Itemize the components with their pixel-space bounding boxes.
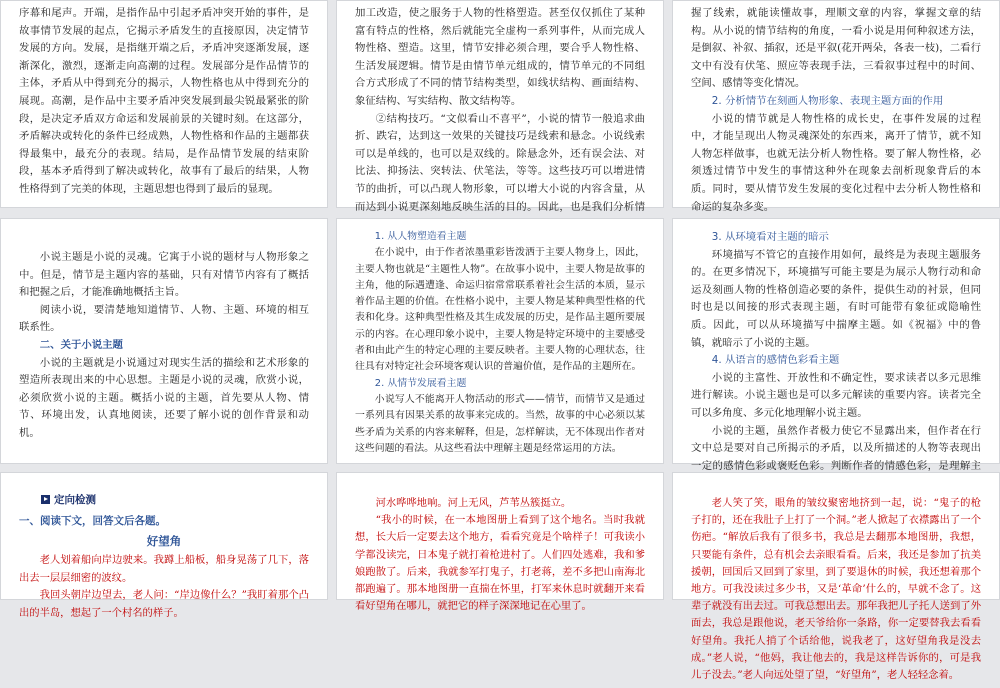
page-thumbnail[interactable]	[0, 218, 328, 464]
paragraph: 握了线索，就能读懂故事，理顺文章的内容，掌握文章的结构。从小说的情节结构的角度，一看小说是用何种叙述方法，是倒叙、补叙、插叙，还是平叙(花开两朵，各表一枝)，二看行文中有没有伏笔、照应等表现手法，三看叙事过程中的时间、空间、感情等变化情况。	[691, 7, 981, 90]
play-square-icon	[41, 495, 50, 504]
paragraph: 小说的主题就是小说通过对现实生活的描绘和艺术形象的塑造所表现出来的中心思想。主题是小说的灵魂，欣赏小说，必须欣赏小说的主题。概括小说的主题，首先要从人物、情节、环境出发，认真地阅读，还要了解小说的创作背景和动机。	[19, 356, 309, 439]
section-heading: 3. 从环境看对主题的暗示	[711, 231, 829, 243]
paragraph: 环境描写不管它的直接作用如何，最终是为表现主题服务的。在更多情况下，环境描写可能主要是为展示人物行动和命运及刻画人物的性格创造必要的条件，提供生动的衬景，但同时也是以间接的形式表现主题，有时可能带有象征或隐喻性质。因此，可以从环境描写中揣摩主题。如《祝福》中的鲁镇，就暗示了小说的主题。	[691, 248, 981, 349]
section-heading: 1. 从人物塑造看主题	[374, 231, 467, 242]
section-title	[41, 493, 309, 507]
page-content	[1, 1, 327, 203]
paragraph: 我回头朝岸边望去，老人问：“岸边像什么？”我盯着那个凸出的半岛，想起了一个村名的样子。	[19, 589, 309, 619]
page-content	[673, 1, 999, 220]
page-content	[1, 473, 327, 626]
page-thumbnail[interactable]	[336, 0, 664, 213]
section-heading: 2. 分析情节在刻画人物形象、表现主题方面的作用	[711, 94, 944, 107]
paragraph: 小说写人不能离开人物活动的形式——情节，而情节又是通过一系列具有因果关系的故事来完成的。当然，故事的中心必须以某些矛盾为关系的内容来解释，但是，怎样解读，无不体现出作者对这些问题的看法。从这些看法中理解主题是经常运用的方法。	[355, 393, 645, 454]
page-content	[1, 219, 327, 447]
paragraph: 老人笑了笑，眼角的皱纹聚密地挤到一起，说：“鬼子的枪子打的，还在我肚子上打了一个洞。”老人掀起了衣襟露出了一个伤疤。“解放后我有了很多书，我总是去翻那本地图册，我想，只要能有条件，总有机会去亲眼看看。后来，我还是参加了抗美援朝，回国后又回到了家里，到了要退休的时候，我还想着那个地方。可我没读过多少书，又是‘革命’什么的，早就不念了。这辈子就没有出去过。可我总想出去。那年我把儿子托人送到了外面去，我总是跟他说，老天爷给你一条路，你一定要替我去看看好望角。我托人捎了个话给他，说我老了，这好望角我是没去成。”老人说，“他妈，我让他去的，我是这样告诉你的，可是我儿子没去。”老人向远处望了望，“好望角”，老人轻轻念着。	[691, 497, 981, 682]
page-thumbnail[interactable]	[672, 218, 1000, 472]
section-title-label: 定向检测	[54, 494, 96, 506]
paragraph: 小说的主富性、开放性和不确定性，要求读者以多元思维进行解读。小说主题也是可以多元解读的重要内容。读者完全可以多角度、多元化地理解小说主题。	[691, 371, 981, 419]
paragraph: 小说的主题，虽然作者极力使它不显露出来，但作者在行文中总是要对自己所揭示的矛盾，以及所描述的人物等表现出一定的感情色彩或褒贬色彩。判断作者的情感色彩，是理解主	[691, 424, 981, 472]
paragraph: 老人划着船向岸边驶来。我蹲上船板，船身晃荡了几下，落出去一层层细密的波纹。	[19, 554, 309, 584]
paragraph: ②结构技巧。“文似看山不喜平”，小说的情节一般追求曲折、跌宕，达到这一效果的关键技巧是线索和悬念。小说线索可以是单线的，也可以是双线的。除悬念外，还有误会法、对比法、抑扬法、突转法、伏笔法，等等。这些技巧可以增进情节的曲折，可以凸现人物形象，可以增大小说的内容含量，从而达到小说更深刻地反映生活的目的。因此，也是我们分析情	[355, 112, 645, 213]
paragraph: 加工改造，使之服务于人物的性格塑造。甚至仅仅抓住了某种富有特点的性格，然后就能完全虚构一系列事件，从而完成人物性格、塑造。这里，情节安排必须合理，要合乎人物性格、生活发展逻辑。情节是由情节单元组成的，情节单元的不同组合方式形成了不同的情节结构类型，如线状结构、画面结构、象征结构、写实结构、散文结构等。	[355, 7, 645, 107]
section-heading: 2. 从情节发展看主题	[374, 377, 467, 389]
page-content	[337, 219, 663, 461]
page-content	[337, 1, 663, 238]
paragraph: 阅读小说，要清楚地知道情节、人物、主题、环境的相互联系性。	[19, 303, 309, 334]
paragraph: “我小的时候，在一本地图册上看到了这个地名。当时我就想，长大后一定要去这个地方，看看究竟是个啥样子！可我读小学都没读完，日本鬼子就打着枪进村了。人们四处逃难，我和爹娘跑散了。后来，我就参军打鬼子，打老蒋，差不多把山南海北都跑遍了。那本地图册一直揣在怀里，打军来休息时就翻开来看看好望角在哪儿，就把它的样子深深地记在心里了。	[355, 514, 645, 613]
page-thumbnail[interactable]	[0, 472, 328, 619]
page-thumbnail[interactable]	[0, 0, 328, 208]
paragraph: 小说主题是小说的灵魂。它寓于小说的题材与人物形象之中。但是，情节是主题内容的基础，只有对情节内容有了概括和把握之后，才能准确地概括主旨。	[19, 251, 309, 299]
paragraph: 序幕和尾声。开端，是指作品中引起矛盾冲突开始的事件，是故事情节发展的起点，它揭示矛盾发生的直接原因，决定情节发展的方向。发展，是指继开端之后，矛盾冲突逐渐发展，逐渐深化，激烈，逐渐走向高潮的过程。发展部分是作品情节的主体，矛盾从中得到充分的揭示，人物性格也从中得到充分的展现。高潮，是作品中主要矛盾冲突发展到最尖锐最紧张的阶段，是决定矛盾双方命运和发展前景的关键时刻。在这部分，矛盾解决或转化的条件已经成熟，人物性格和作品的主题都获得最集中，最充分的表现。结局，是作品情节发展的结束阶段，基本矛盾得到了解决或转化，故事有了最后的结果，人物性格得到了完美的体现，主题思想也得到了最后的显现。	[19, 7, 309, 195]
page-content	[337, 473, 663, 619]
page-content	[673, 473, 999, 688]
page-thumbnail[interactable]	[336, 218, 664, 464]
story-title: 好望角	[146, 534, 182, 548]
paragraph: 小说的情节就是人物性格的成长史，在事件发展的过程中，才能呈现出人物灵魂深处的东西来，离开了情节，就不知人物怎样做事，也就无法分析人物性格。要了解人物性格，必须透过情节中发生的事情这种外在现象去剖析现象背后的本质。同时，要从情节发生发展的变化过程中去分析人物性格和命运的复杂多变。	[691, 112, 981, 213]
section-heading: 4. 从语言的感情色彩看主题	[711, 354, 840, 367]
page-thumbnail[interactable]	[672, 0, 1000, 213]
question-instruction: 一、阅读下文，回答文后各题。	[19, 515, 166, 527]
page-thumbnail[interactable]	[336, 472, 664, 613]
page-thumbnail[interactable]	[672, 472, 1000, 682]
page-content	[673, 219, 999, 497]
paragraph: 河水哗哗地响。河上无风，芦苇丛簇挺立。	[375, 497, 572, 509]
paragraph: 在小说中，由于作者浓墨重彩皆泼洒于主要人物身上，因此，主要人物也就是“主题性人物”。在故事小说中，主要人物是故事的主角，他的际遇遭逢、命运归宿常常联系着社会生活的本质，显示着作品主题的价值。在性格小说中，主要人物是某种典型性格的代表和化身。这种典型性格及其生成发展的历史，是作品主题所要展示的内容。在心理印象小说中，主要人物是特定环境中的主要感受者和由此产生的特定心理的主要反映者。主要人物的心理状态，往往具有对特定社会环境客观认识的普遍价值，是作品的主题所在。	[355, 247, 645, 373]
section-heading: 二、关于小说主题	[39, 338, 123, 351]
